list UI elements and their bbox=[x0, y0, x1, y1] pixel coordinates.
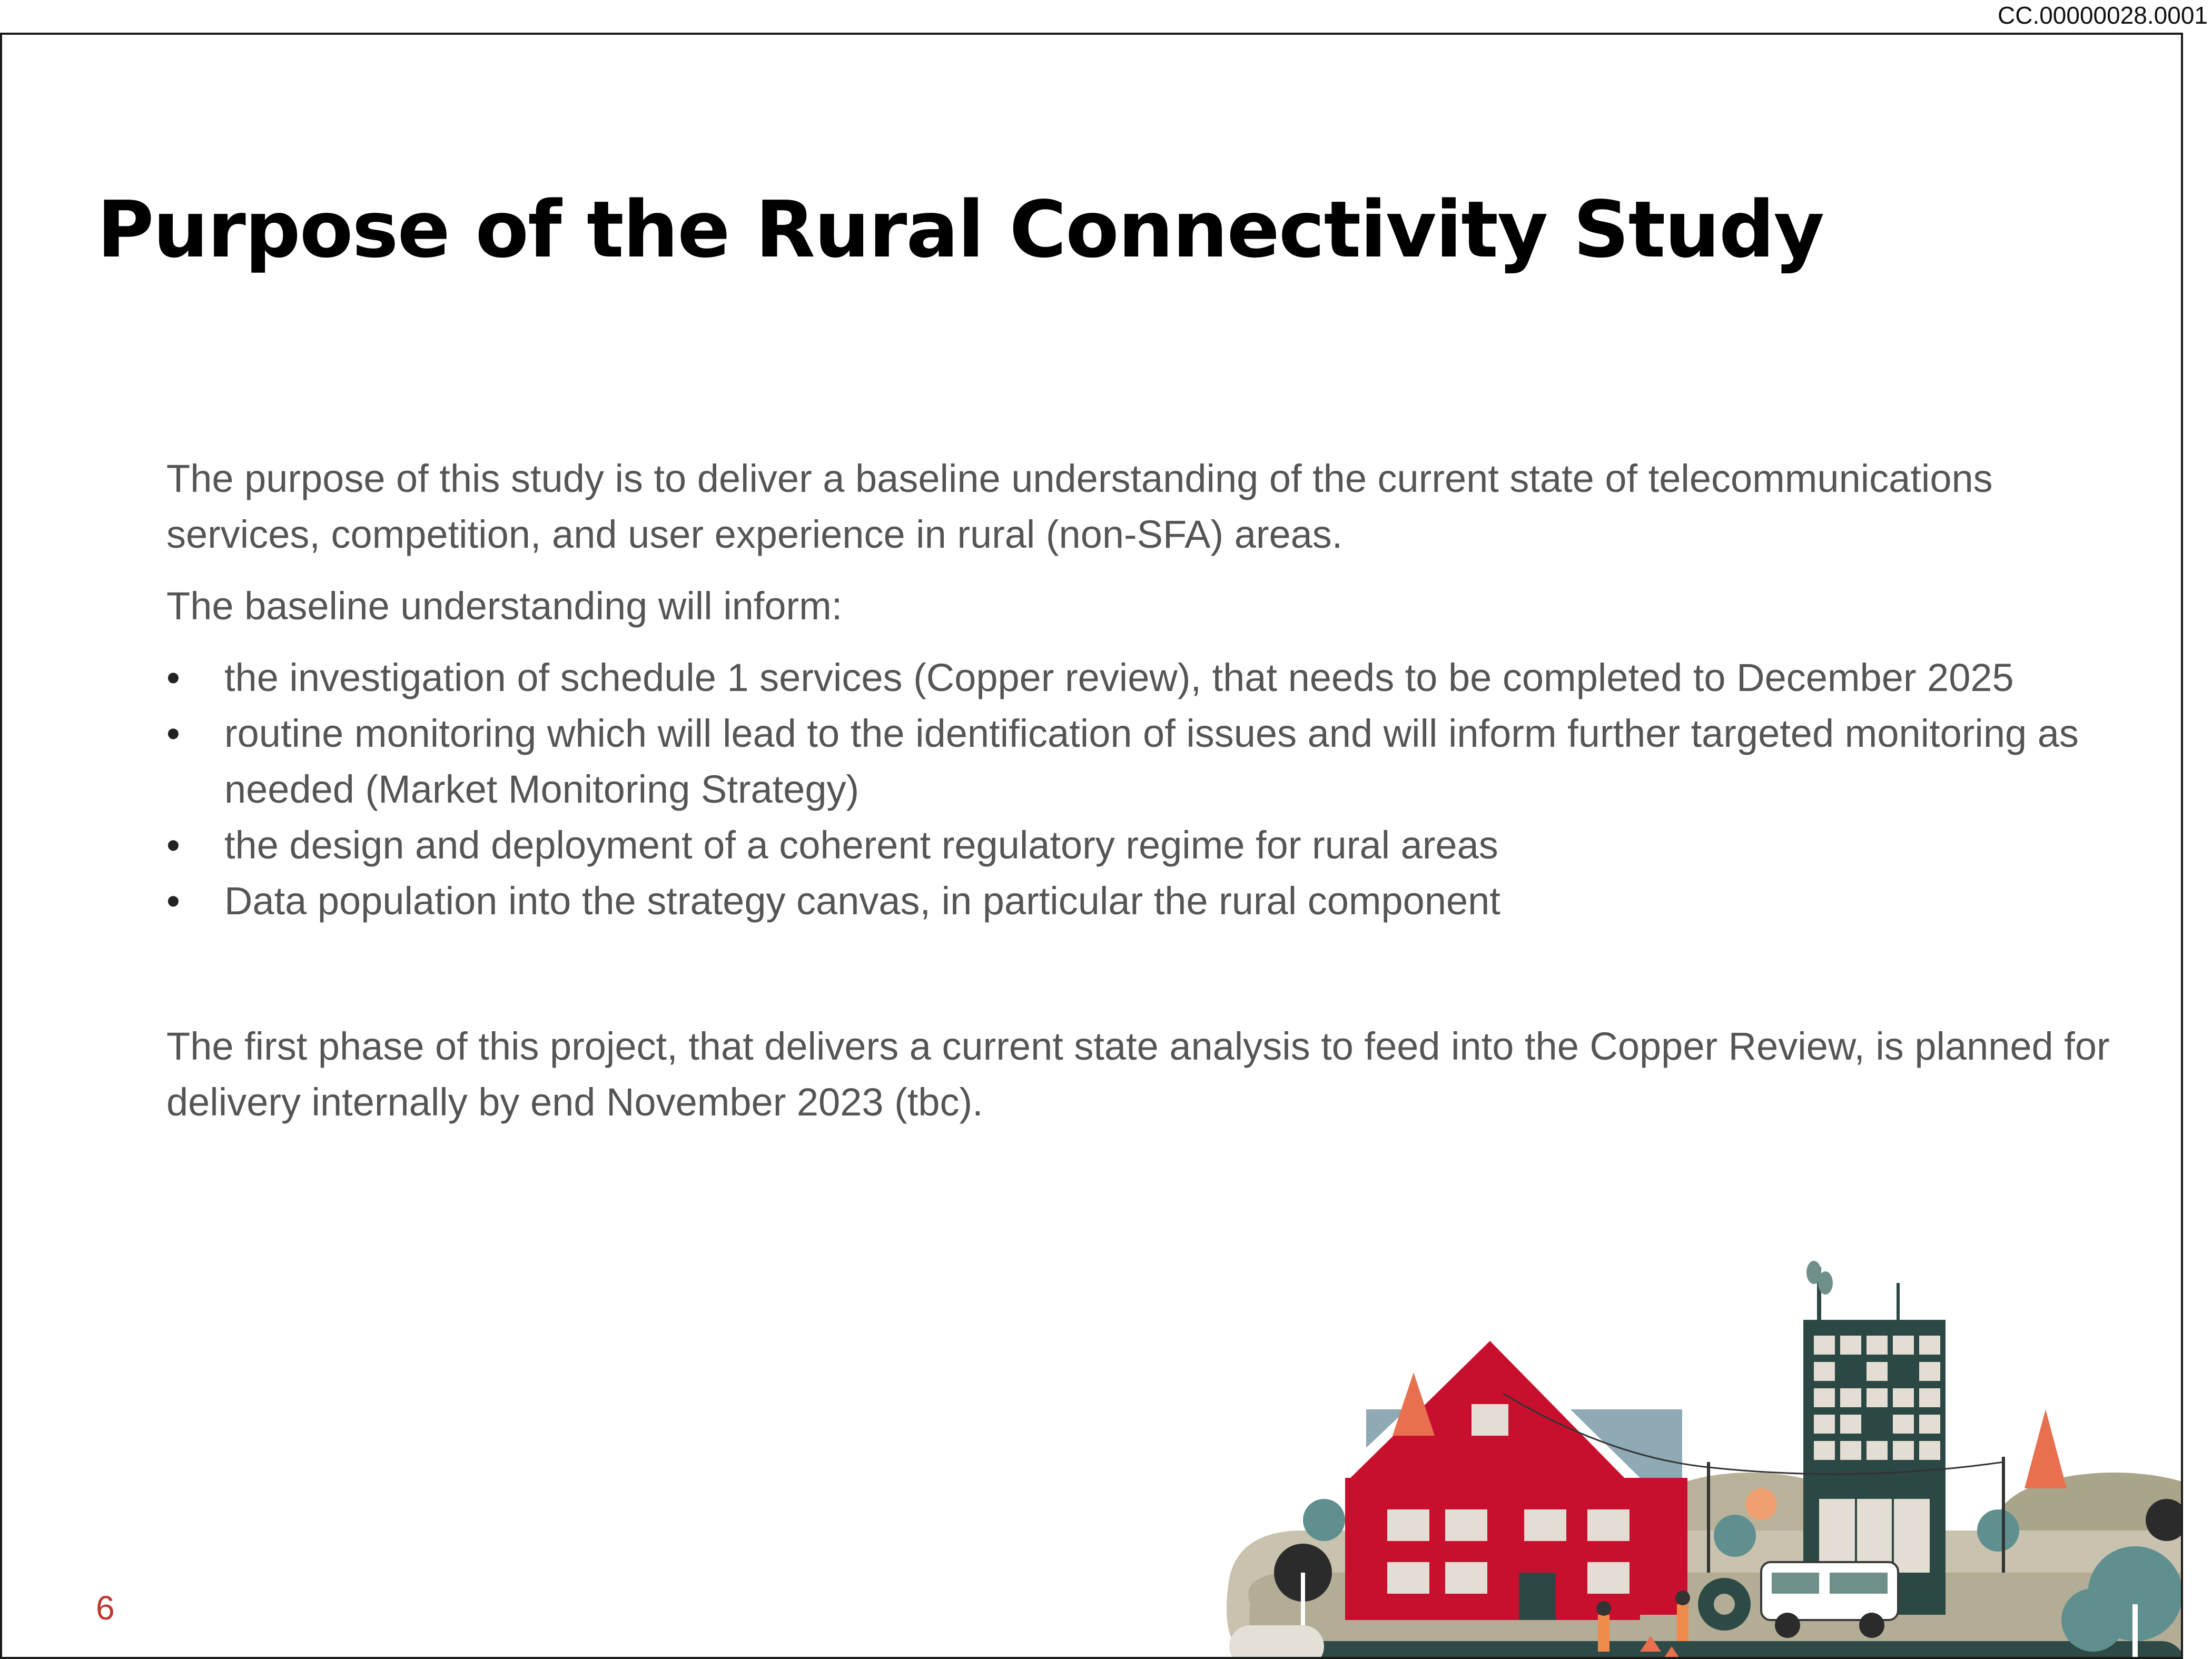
bullet-icon: • bbox=[166, 712, 180, 755]
bullet-icon: • bbox=[166, 879, 180, 923]
lead-paragraph: The baseline understanding will inform: bbox=[166, 584, 843, 628]
closing-paragraph: The first phase of this project, that delivers a current state analysis to feed into the Copper Review, is planned for delivery internally by end November 2023 (tbc). bbox=[166, 1024, 2110, 1124]
slide bbox=[0, 33, 2183, 1659]
page-number: 6 bbox=[96, 1589, 115, 1627]
bullet-item: • the design and deployment of a coherent regulatory regime for rural areas bbox=[166, 817, 2115, 873]
bullet-icon: • bbox=[166, 656, 180, 699]
rural-town-illustration bbox=[1208, 1236, 2183, 1659]
intro-paragraph: The purpose of this study is to deliver a baseline understanding of the current state of telecommunications services, competition, and user experience in rural (non-SFA) areas. bbox=[166, 457, 1993, 556]
bullet-item: • Data population into the strategy canvas, in particular the rural component bbox=[166, 873, 2115, 929]
bullet-item: • routine monitoring which will lead to the identification of issues and will inform further targeted monitoring as needed (Market Monitoring Strategy) bbox=[166, 706, 2115, 817]
document-id: CC.00000028.0001 bbox=[1998, 2, 2208, 29]
slide-title: Purpose of the Rural Connectivity Study bbox=[97, 184, 1824, 275]
bullet-item: • the investigation of schedule 1 services (Copper review), that needs to be completed to December 2025 bbox=[166, 650, 2115, 706]
bullet-list bbox=[166, 650, 2115, 929]
slide-body bbox=[166, 451, 2115, 1130]
bullet-icon: • bbox=[166, 823, 180, 867]
